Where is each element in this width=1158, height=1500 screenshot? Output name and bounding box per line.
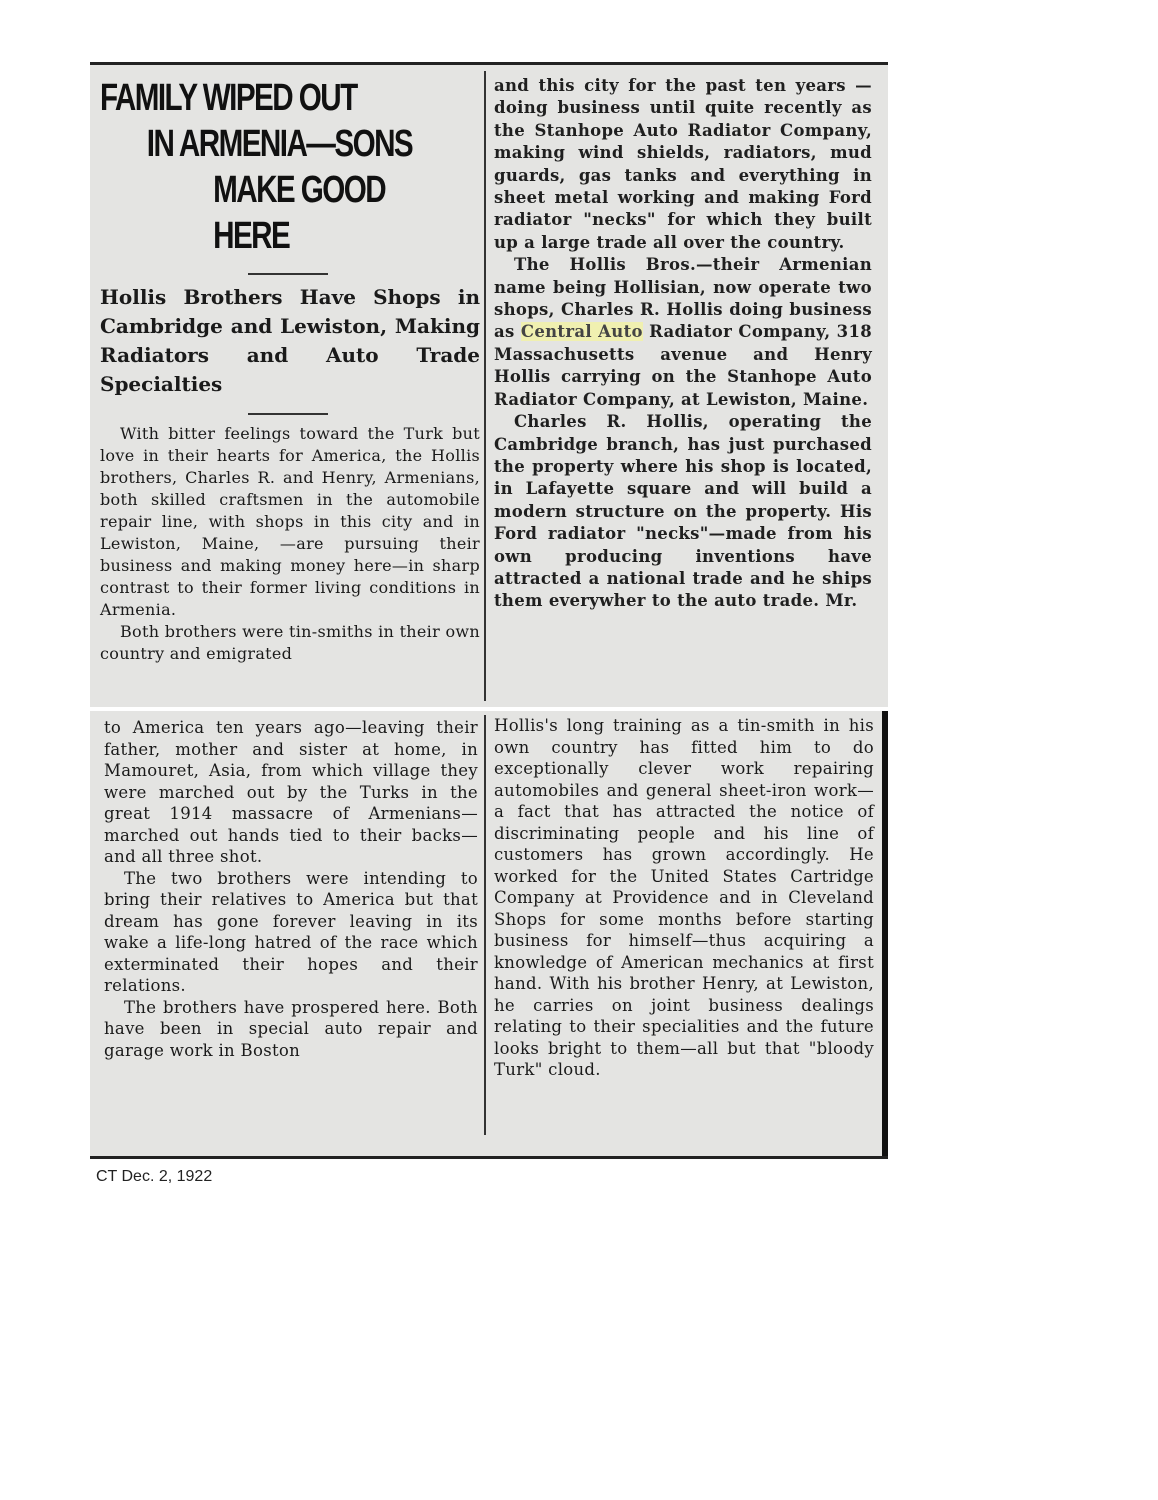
clipping-top bbox=[90, 62, 888, 707]
source-caption: CT Dec. 2, 1922 bbox=[96, 1168, 213, 1185]
left-column-top bbox=[100, 75, 480, 665]
column-rule bbox=[484, 715, 486, 1135]
edge-rule bbox=[882, 711, 888, 1156]
paragraph: and this city for the past ten years —doing business until quite recently as the Stanhope Auto Radiator Company, making wind shields, radiators, mud guards, gas tanks and everything in sheet metal working and making Ford radiator "necks" for which they built up a large trade all over the country. bbox=[494, 76, 872, 252]
paragraph: to America ten years ago—leaving their father, mother and sister at home, in Mamouret, Asia, from which village they were marched out by the Turks in the great 1914 massacre of Armenians—marched out hands tied to their backs—and all three shot. bbox=[104, 718, 478, 866]
clipping-bottom bbox=[90, 711, 888, 1159]
highlighted-text: Central Auto bbox=[520, 322, 643, 342]
paragraph: Charles R. Hollis, operating the Cambridge branch, has just purchased the property where his shop is located, in Lafayette square and will build a modern structure on the property. His Ford radiator "necks"—made from his own producing inventions have attracted a national trade and he ships them everywher to the auto trade. Mr. bbox=[494, 412, 872, 611]
article-body-col2-top bbox=[494, 75, 872, 613]
left-column-bottom bbox=[104, 717, 478, 1061]
paragraph bbox=[494, 254, 872, 411]
text-run: The Hollis Bros.—their Armenian name being Hollisian, now operate two shops, Charles R. Hollis doing business as bbox=[494, 255, 872, 342]
article-body-col1-top bbox=[100, 423, 480, 665]
article-body-col1-bottom bbox=[104, 717, 478, 1061]
article-body-col2-bottom bbox=[494, 715, 874, 1081]
divider bbox=[248, 413, 328, 415]
paragraph: With bitter feelings toward the Turk but love in their hearts for America, the Hollis brothers, Charles R. and Henry, Armenians, both skilled craftsmen in the automobile repair line, with shops in this city and in Lewiston, Maine, —are pursuing their business and making money here—in sharp contrast to their former living conditions in Armenia. bbox=[100, 424, 480, 619]
headline-line-3: MAKE GOOD HERE bbox=[213, 169, 386, 257]
paragraph: The brothers have prospered here. Both have been in special auto repair and garage work in Boston bbox=[104, 997, 478, 1060]
right-column-top bbox=[494, 75, 872, 613]
headline-line-2: IN ARMENIA—SONS bbox=[146, 123, 413, 165]
subheadline: Hollis Brothers Have Shops in Cambridge and Lewiston, Making Radiators and Auto Trade Specialties bbox=[100, 285, 480, 396]
divider bbox=[248, 273, 328, 275]
column-rule bbox=[484, 71, 486, 701]
paragraph: Both brothers were tin-smiths in their own country and emigrated bbox=[100, 622, 480, 663]
right-column-bottom bbox=[494, 715, 874, 1081]
text-run: Radiator Company, 318 Massachusetts avenue and Henry Hollis carrying on the Stanhope Auto Radiator Company, at Lewiston, Maine. bbox=[494, 322, 873, 409]
headline-line-1: FAMILY WIPED OUT bbox=[100, 77, 357, 119]
paragraph: Hollis's long training as a tin-smith in his own country has fitted him to do exceptionally clever work repairing automobiles and general sheet-iron work—a fact that has attracted the notice of discriminating people and his line of customers has grown accordingly. He worked for the United States Cartridge Company at Providence and in Cleveland Shops for some months before starting business for himself—thus acquiring a knowledge of American mechanics at first hand. With his brother Henry, at Lewiston, he carries on joint business dealings relating to their specialities and the future looks bright to them—all but that "bloody Turk" cloud. bbox=[494, 716, 874, 1079]
headline bbox=[100, 75, 467, 259]
paragraph: The two brothers were intending to bring their relatives to America but that dream has gone forever leaving in its wake a life-long hatred of the race which exterminated their hopes and their relations. bbox=[104, 868, 478, 995]
